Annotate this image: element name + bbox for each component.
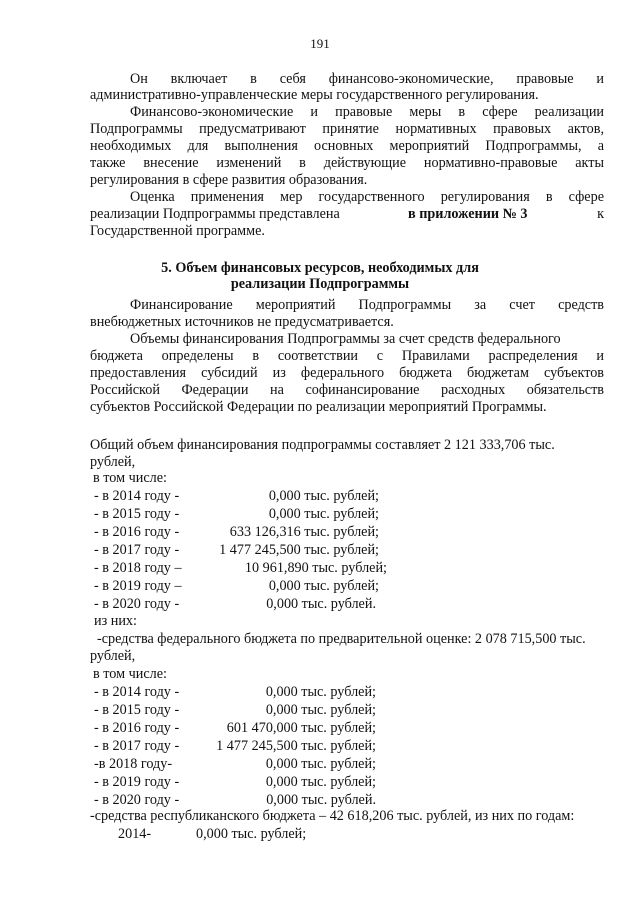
paragraph-4-line-2: внебюджетных источников не предусматривается. — [90, 314, 394, 330]
total-amount-2019: 0,000 тыс. рублей; — [268, 578, 379, 594]
page-number: 191 — [310, 36, 330, 51]
total-amount-2020: 0,000 тыс. рублей. — [266, 596, 376, 612]
paragraph-2-line-5: регулирования в сфере развития образования. — [90, 172, 368, 188]
paragraph-2-line-3: необходимых для выполнения основных мероприятий Подпрограммы, а — [90, 138, 604, 154]
paragraph-3-line-2 — [90, 206, 604, 222]
republic-line-1: -средства республиканского бюджета – 42 618,206 тыс. рублей, из них по годам: — [90, 808, 575, 824]
total-amount-2015: 0,000 тыс. рублей; — [268, 506, 379, 522]
paragraph-3-line-2-end: к — [597, 206, 604, 222]
paragraph-5-line-4: Российской Федерации на софинансирование расходных обязательств — [90, 382, 604, 398]
appendix-reference: в приложении № 3 — [408, 206, 528, 222]
total-year-2015: - в 2015 году - — [94, 506, 180, 522]
federal-amount-2016: 601 470,000 тыс. рублей; — [226, 720, 376, 736]
paragraph-2-line-2: Подпрограммы предусматривают принятие нормативных правовых актов, — [90, 121, 604, 137]
paragraph-2-line-4: также внесение изменений в действующие нормативно-правовые акты — [90, 155, 604, 171]
paragraph-4-line-1: Финансирование мероприятий Подпрограммы за счет средств — [130, 297, 604, 313]
total-year-2014: - в 2014 году - — [94, 488, 180, 504]
total-amount-2016: 633 126,316 тыс. рублей; — [229, 524, 379, 540]
paragraph-3-line-3: Государственной программе. — [90, 223, 265, 239]
paragraph-2-line-1: Финансово-экономические и правовые меры в сфере реализации — [130, 104, 604, 120]
republic-amount-2014: 0,000 тыс. рублей; — [196, 826, 307, 842]
section-heading-line-1: 5. Объем финансовых ресурсов, необходимых для — [161, 260, 479, 276]
total-year-2018: - в 2018 году – — [94, 560, 182, 576]
republic-year-2014: 2014- — [118, 826, 152, 842]
federal-amount-2020: 0,000 тыс. рублей. — [266, 792, 376, 808]
section-heading-line-2: реализации Подпрограммы — [230, 276, 410, 292]
total-amount-2017: 1 477 245,500 тыс. рублей; — [219, 542, 379, 558]
federal-year-2018: -в 2018 году- — [94, 756, 173, 772]
paragraph-1-line-2: административно-управленческие меры государственного регулирования. — [90, 87, 539, 103]
total-amount-2014: 0,000 тыс. рублей; — [268, 488, 379, 504]
paragraph-5-line-2: бюджета определены в соответствии с Правилами распределения и — [90, 348, 604, 364]
federal-year-2019: - в 2019 году - — [94, 774, 180, 790]
total-line-1: Общий объем финансирования подпрограммы составляет 2 121 333,706 тыс. — [90, 437, 555, 453]
total-year-2019: - в 2019 году – — [94, 578, 182, 594]
paragraph-5-line-1: Объемы финансирования Подпрограммы за счет средств федерального — [130, 331, 561, 347]
federal-year-2016: - в 2016 году - — [94, 720, 180, 736]
total-year-2016: - в 2016 году - — [94, 524, 180, 540]
federal-year-2020: - в 2020 году - — [94, 792, 180, 808]
federal-year-2015: - в 2015 году - — [94, 702, 180, 718]
federal-amount-2017: 1 477 245,500 тыс. рублей; — [216, 738, 376, 754]
federal-year-2017: - в 2017 году - — [94, 738, 180, 754]
paragraph-3-line-1: Оценка применения мер государственного регулирования в сфере — [130, 189, 604, 205]
federal-line-1: -средства федерального бюджета по предварительной оценке: 2 078 715,500 тыс. — [97, 631, 586, 647]
federal-amount-2019: 0,000 тыс. рублей; — [265, 774, 376, 790]
total-year-2017: - в 2017 году - — [94, 542, 180, 558]
from-them: из них: — [94, 613, 137, 629]
total-including: в том числе: — [93, 470, 167, 486]
federal-amount-2014: 0,000 тыс. рублей; — [265, 684, 376, 700]
federal-amount-2018: 0,000 тыс. рублей; — [265, 756, 376, 772]
paragraph-1-line-1: Он включает в себя финансово-экономические, правовые и — [130, 71, 604, 87]
paragraph-3-line-2-start: реализации Подпрограммы представлена — [90, 206, 340, 222]
total-line-2: рублей, — [90, 454, 136, 470]
federal-year-2014: - в 2014 году - — [94, 684, 180, 700]
paragraph-5-line-3: предоставления субсидий из федерального бюджета бюджетам субъектов — [90, 365, 604, 381]
federal-including: в том числе: — [93, 666, 167, 682]
federal-line-2: рублей, — [90, 648, 136, 664]
federal-amount-2015: 0,000 тыс. рублей; — [265, 702, 376, 718]
total-year-2020: - в 2020 году - — [94, 596, 180, 612]
paragraph-5-line-5: субъектов Российской Федерации по реализации мероприятий Программы. — [90, 399, 547, 415]
total-amount-2018: 10 961,890 тыс. рублей; — [244, 560, 387, 576]
